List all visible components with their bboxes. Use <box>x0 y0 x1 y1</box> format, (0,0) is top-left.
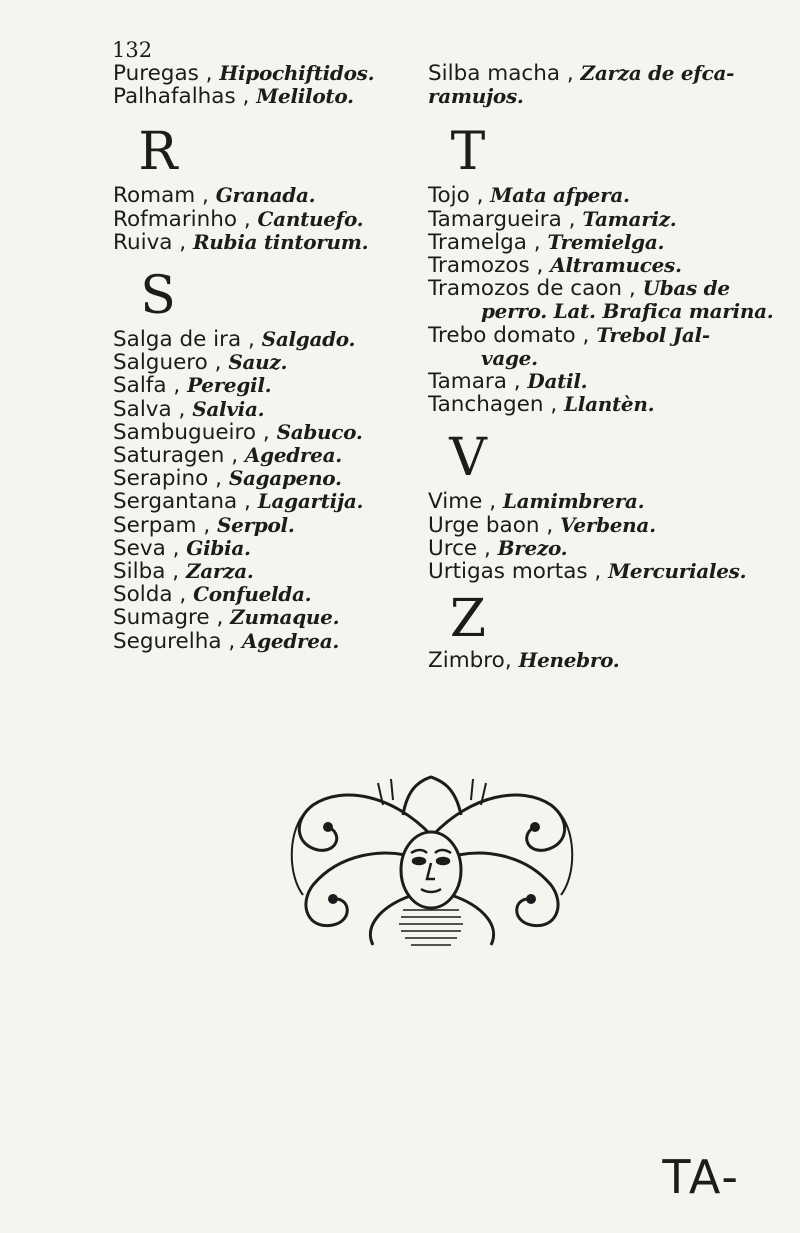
spanish-term: Verbena. <box>560 512 656 537</box>
section-letter-t: T <box>450 122 486 183</box>
list-item <box>113 490 443 513</box>
spanish-term: Datil. <box>527 369 588 394</box>
list-item <box>113 444 443 467</box>
portuguese-term: Ruiva , <box>113 229 187 255</box>
spanish-term: Salvia. <box>192 396 265 421</box>
list-item <box>428 231 800 254</box>
list-item <box>113 184 443 207</box>
portuguese-term: Salfa , <box>113 373 181 399</box>
list-item <box>113 208 443 231</box>
portuguese-term: Seva , <box>113 535 180 561</box>
spanish-term: Agedrea. <box>242 628 340 653</box>
portuguese-term: Serapino , <box>113 466 222 492</box>
spanish-term: Brezo. <box>497 535 568 560</box>
portuguese-term: Romam , <box>113 183 209 209</box>
portuguese-term: Tamargueira , <box>428 206 576 232</box>
spanish-term: Ubas de <box>642 276 730 301</box>
list-item <box>113 514 443 537</box>
portuguese-term: Segurelha , <box>113 628 236 654</box>
continuation-text: perro. Lat. <box>481 299 596 324</box>
portuguese-term: Zimbro, <box>428 648 512 674</box>
left-column <box>113 62 443 653</box>
portuguese-term: Serpam , <box>113 512 211 538</box>
list-item <box>113 537 443 560</box>
list-item <box>113 583 443 606</box>
list-item <box>428 370 800 393</box>
catchword: TA- <box>662 1150 740 1204</box>
spanish-term: Rubia tintorum. <box>192 229 369 254</box>
spanish-term: Tremielga. <box>547 229 665 254</box>
portuguese-term: Tramozos , <box>428 253 544 279</box>
spanish-term: Lagartija. <box>257 489 364 514</box>
list-item <box>428 560 800 583</box>
list-item <box>113 560 443 583</box>
spanish-term: Gibia. <box>186 535 251 560</box>
spanish-term: Sauz. <box>228 350 288 375</box>
portuguese-term: Sambugueiro , <box>113 419 270 445</box>
portuguese-term: Urtigas mortas , <box>428 559 602 585</box>
list-item <box>113 421 443 444</box>
portuguese-term: Tramozos de caon , <box>428 276 636 302</box>
spanish-term: vage. <box>481 345 538 370</box>
spanish-term: Mata afpera. <box>490 183 630 208</box>
list-item <box>113 398 443 421</box>
portuguese-term: Tramelga , <box>428 229 541 255</box>
list-item <box>428 62 800 85</box>
portuguese-term: Solda , <box>113 582 187 608</box>
spanish-term: Sabuco. <box>276 419 363 444</box>
list-item <box>428 324 800 347</box>
list-item <box>113 467 443 490</box>
spanish-term: Henebro. <box>518 648 620 673</box>
spanish-term: Peregil. <box>187 373 272 398</box>
list-item-continuation <box>428 347 800 370</box>
portuguese-term: Tamara , <box>428 369 521 395</box>
portuguese-term: Urge baon , <box>428 512 554 538</box>
section-letter-z: Z <box>449 589 487 650</box>
spanish-term: Trebol Jal- <box>596 322 710 347</box>
spanish-term: Serpol. <box>217 512 295 537</box>
list-item <box>428 537 800 560</box>
right-column <box>428 62 800 672</box>
spanish-term: Zumaque. <box>230 605 340 630</box>
portuguese-term: Salva , <box>113 396 186 422</box>
portuguese-term: Tojo , <box>428 183 484 209</box>
spanish-term: Cantuefo. <box>257 206 364 231</box>
spanish-term: Lamimbrera. <box>502 489 645 514</box>
spanish-term: Sagapeno. <box>228 466 342 491</box>
spanish-term: Llantèn. <box>564 392 655 417</box>
section-letter-r: R <box>138 122 178 183</box>
tailpiece-face-ornament-icon <box>283 775 580 953</box>
list-item <box>428 393 800 416</box>
list-item <box>113 328 443 351</box>
list-item <box>428 514 800 537</box>
portuguese-term: Salguero , <box>113 350 222 376</box>
portuguese-term: Puregas , <box>113 61 213 86</box>
list-item <box>113 606 443 629</box>
page-number: 132 <box>112 38 153 62</box>
portuguese-term: Salga de ira , <box>113 327 255 353</box>
spanish-term: Tamariz. <box>582 206 677 231</box>
list-item <box>428 208 800 231</box>
spanish-term: Granada. <box>215 183 316 208</box>
portuguese-term: Silba , <box>113 559 180 585</box>
list-item <box>428 254 800 277</box>
spanish-term: Meliloto. <box>256 84 354 109</box>
list-item <box>428 490 800 513</box>
section-letter-v: V <box>449 428 487 489</box>
portuguese-term: Sergantana , <box>113 489 251 515</box>
spanish-term: Zarza de efca- <box>580 61 735 85</box>
spanish-term: Salgado. <box>261 327 356 352</box>
portuguese-term: Urce , <box>428 535 491 561</box>
list-item <box>113 231 443 254</box>
list-item <box>113 62 443 85</box>
spanish-term: Mercuriales. <box>608 559 747 584</box>
spanish-term: Hipochiftidos. <box>219 61 375 85</box>
portuguese-term: Tanchagen , <box>428 392 558 418</box>
portuguese-term: Rofmarinho , <box>113 206 251 232</box>
list-item <box>428 85 800 108</box>
spanish-term: Brafica marina. <box>602 299 774 324</box>
list-item <box>113 374 443 397</box>
list-item <box>428 649 800 672</box>
list-item <box>428 277 800 300</box>
spanish-term: Confuelda. <box>193 582 312 607</box>
portuguese-term: Palhafalhas , <box>113 84 250 110</box>
list-item <box>113 85 443 108</box>
spanish-term: Altramuces. <box>550 253 682 278</box>
spanish-term: ramujos. <box>428 84 524 109</box>
portuguese-term: Trebo domato , <box>428 322 590 348</box>
portuguese-term: Vime , <box>428 489 497 515</box>
list-item <box>113 630 443 653</box>
spanish-term: Agedrea. <box>244 443 342 468</box>
list-item <box>428 184 800 207</box>
portuguese-term: Silba macha , <box>428 61 574 86</box>
list-item-continuation <box>428 300 800 323</box>
portuguese-term: Saturagen , <box>113 443 239 469</box>
portuguese-term: Sumagre , <box>113 605 224 631</box>
spanish-term: Zarza. <box>185 559 254 584</box>
list-item <box>113 351 443 374</box>
section-letter-s: S <box>140 266 176 327</box>
